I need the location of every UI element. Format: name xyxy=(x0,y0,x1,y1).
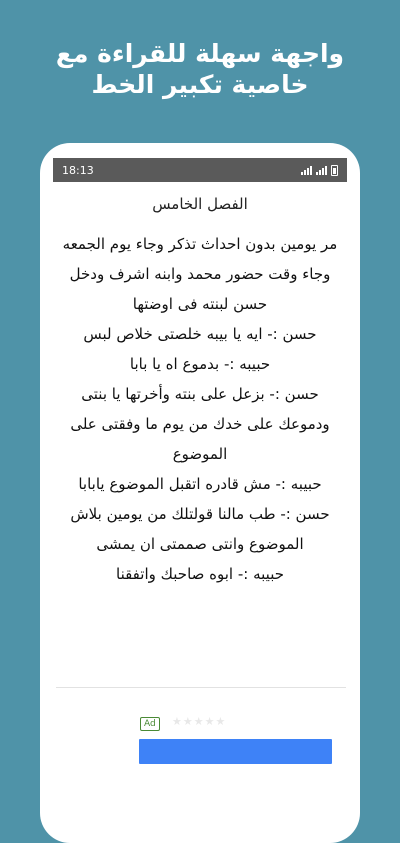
promo-line-1: واجهة سهلة للقراءة مع xyxy=(55,39,345,68)
paragraph: حبيبه :- ابوه صاحبك واتفقنا xyxy=(116,565,284,583)
paragraph: حسن :- بزعل على بنته وأخرتها يا بنتى ودموعك على خدك من يوم ما وفقتى على الموضوع xyxy=(70,385,330,463)
reading-content[interactable] xyxy=(53,229,347,589)
signal-icon-2 xyxy=(316,165,327,175)
status-bar xyxy=(53,158,347,182)
status-time: 18:13 xyxy=(62,163,94,177)
paragraph: حسن :- طب مالنا قولتلك من يومين بلاش الموضوع وانتى صممتى ان يمشى xyxy=(70,505,330,553)
ad-action-button[interactable] xyxy=(139,739,332,764)
chapter-title: الفصل الخامس xyxy=(152,195,248,213)
promo-line-2: خاصية تكبير الخط xyxy=(91,70,309,99)
signal-icon xyxy=(301,165,312,175)
paragraph: حبيبه :- مش قادره اتقبل الموضوع يابابا xyxy=(78,475,322,493)
status-icons xyxy=(301,165,338,176)
paragraph: حبيبه :- بدموع اه يا بابا xyxy=(129,355,271,373)
battery-icon xyxy=(331,165,338,176)
paragraph: حسن :- ايه يا بيبه خلصتى خلاص لبس xyxy=(83,325,317,343)
rating-stars-icon: ★★★★★ xyxy=(172,715,227,728)
promo-headline xyxy=(0,38,400,100)
ad-banner[interactable] xyxy=(56,687,346,774)
ad-badge: Ad xyxy=(140,717,160,731)
paragraph: مر يومين بدون احداث تذكر وجاء يوم الجمعه وجاء وقت حضور محمد وابنه اشرف ودخل حسن لبنته فى اوضتها xyxy=(62,235,338,313)
